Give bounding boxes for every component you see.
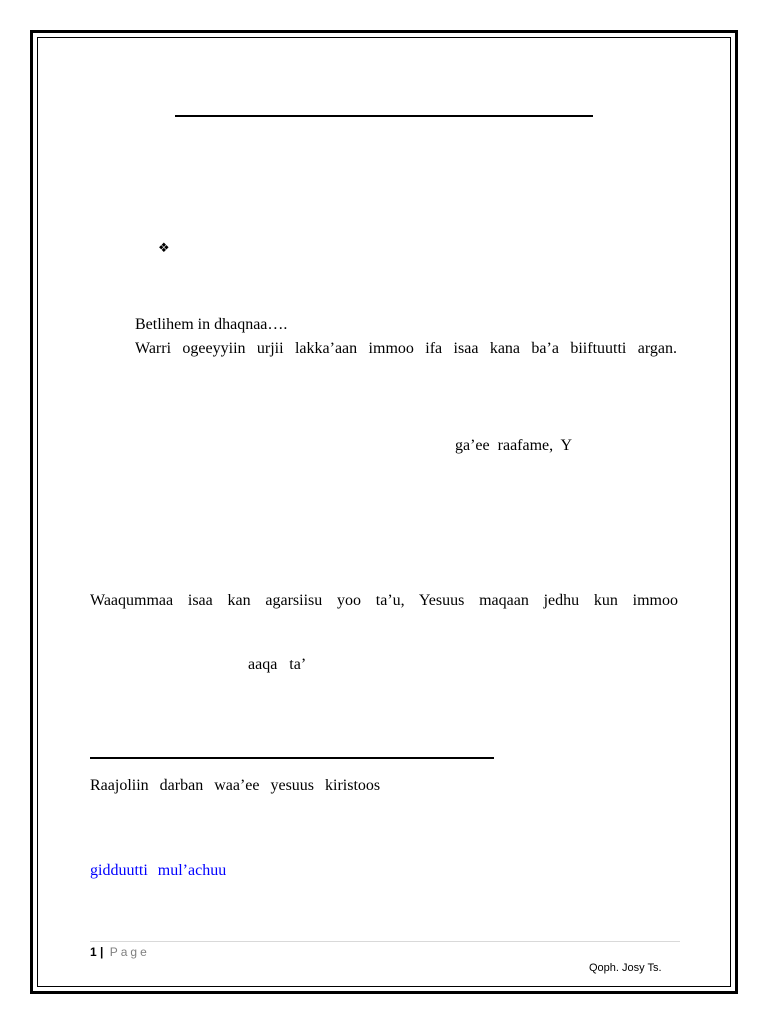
middle-horizontal-rule (90, 757, 494, 759)
page-separator: | (100, 945, 104, 959)
page-border (30, 30, 738, 994)
text-line-gaee: ga’ee raafame, Y (455, 437, 573, 454)
text-line-gidduutti: gidduutti mul’achuu (90, 862, 227, 879)
text-line-aaqa: aaqa ta’ (248, 656, 307, 673)
text-line-betlihem: Betlihem in dhaqnaa…. (135, 316, 288, 333)
footer-author: Qoph. Josy Ts. (589, 962, 662, 974)
diamond-bullet-icon: ❖ (158, 241, 170, 256)
text-line-warri: Warri ogeeyyiin urjii lakka’aan immoo ifa isaa kana ba’a biiftuutti argan. (135, 340, 677, 357)
text-line-raajoliin: Raajoliin darban waa’ee yesuus kiristoos (90, 777, 381, 794)
page-label: Page (109, 945, 150, 959)
page-border-inner (37, 37, 731, 987)
text-line-waaqummaa: Waaqummaa isaa kan agarsiisu yoo ta’u, Yesuus maqaan jedhu kun immoo (90, 592, 678, 609)
page-number: 1 (90, 945, 97, 959)
top-horizontal-rule (175, 115, 593, 117)
footer-rule (90, 941, 680, 942)
footer-page-number (90, 944, 150, 960)
